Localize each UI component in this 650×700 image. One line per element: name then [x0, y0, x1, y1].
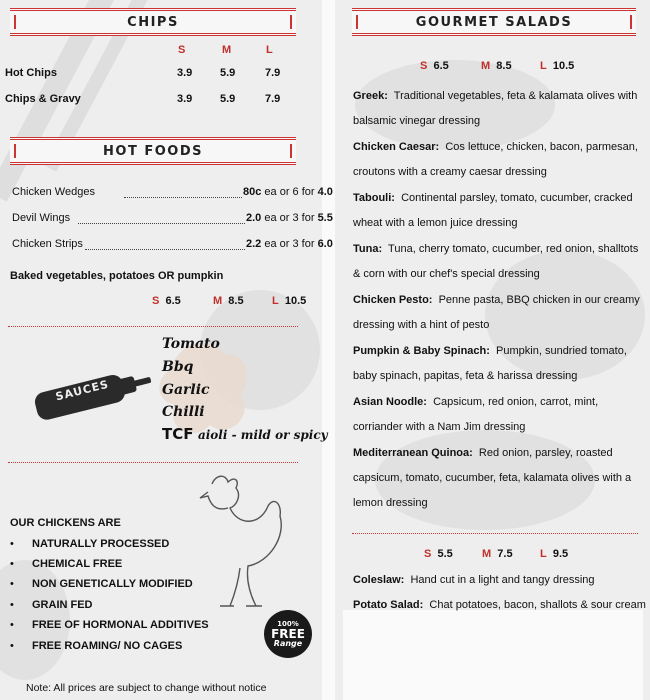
chicken-claim: GRAIN FED: [32, 599, 93, 611]
leader-dots: [85, 249, 245, 250]
free-range-stamp: [264, 610, 312, 658]
salad-price-m: M 8.5: [481, 60, 512, 72]
hot-food-name: Devil Wings: [12, 212, 71, 224]
sauce-item: Garlic: [162, 382, 210, 398]
chips-size-s: S: [178, 44, 186, 56]
baked-price-s: S 6.5: [152, 295, 181, 307]
salad-item: Chicken Caesar: Cos lettuce, chicken, bacon, parmesan, croutons with a creamy caesar dressing: [353, 141, 638, 178]
sauce-item: Bbq: [162, 359, 194, 375]
rooster-icon: [190, 466, 290, 616]
chips-row-price-m: 5.9: [220, 67, 236, 79]
chicken-claim: NON GENETICALLY MODIFIED: [32, 578, 193, 590]
baked-veg-label: Baked vegetables, potatoes OR pumpkin: [10, 270, 224, 282]
leader-dots: [78, 223, 245, 224]
side-item: Coleslaw: Hand cut in a light and tangy dressing: [353, 574, 595, 586]
stamp-bottom-text: Range: [273, 638, 303, 648]
side-price-m: M 7.5: [482, 548, 513, 560]
salad-item: Tuna: Tuna, cherry tomato, cucumber, red onion, shalltots & corn with our chef's special dressing: [353, 243, 639, 280]
hot-food-price-line: 80c ea or 6 for 4.0: [243, 186, 333, 198]
price-note: Note: All prices are subject to change without notice: [26, 682, 267, 694]
chickens-heading: OUR CHICKENS ARE: [10, 517, 121, 529]
chicken-claim: FREE ROAMING/ NO CAGES: [32, 640, 183, 652]
section-divider: [352, 533, 638, 534]
hot-foods-banner: [10, 137, 296, 165]
hot-food-price-line: 2.0 ea or 3 for 5.5: [246, 212, 333, 224]
salad-item: Tabouli: Continental parsley, tomato, cucumber, cracked wheat with a lemon juice dressing: [353, 192, 633, 229]
bullet: •: [10, 578, 14, 590]
chips-row-price-l: 7.9: [265, 93, 281, 105]
chicken-claim: NATURALLY PROCESSED: [32, 538, 170, 550]
bullet: •: [10, 558, 14, 570]
hot-food-name: Chicken Wedges: [12, 186, 95, 198]
sauce-item: Chilli: [162, 404, 205, 420]
chips-size-l: L: [266, 44, 273, 56]
chips-banner: [10, 8, 296, 36]
side-price-s: S 5.5: [424, 548, 453, 560]
side-price-l: L 9.5: [540, 548, 569, 560]
leader-dots: [124, 197, 242, 198]
bullet: •: [10, 538, 14, 550]
chips-row-price-s: 3.9: [177, 93, 193, 105]
sauce-bottle-label: SAUCES: [54, 377, 111, 404]
chips-row-price-s: 3.9: [177, 67, 193, 79]
chicken-claim: CHEMICAL FREE: [32, 558, 123, 570]
salad-item: Greek: Traditional vegetables, feta & kalamata olives with balsamic vinegar dressing: [353, 90, 638, 127]
sauce-item-tcf: TCF aioli - mild or spicy: [162, 425, 328, 443]
column-gap: [322, 0, 335, 700]
stamp-mid-text: FREE: [271, 626, 305, 641]
chips-row-name: Chips & Gravy: [5, 93, 81, 105]
salad-item: Asian Noodle: Capsicum, red onion, carrot, mint, corriander with a Nam Jim dressing: [353, 396, 599, 433]
gourmet-salads-banner: [352, 8, 636, 36]
baked-price-l: L 10.5: [272, 295, 307, 307]
chips-row-price-l: 7.9: [265, 67, 281, 79]
salad-price-l: L 10.5: [540, 60, 575, 72]
bullet: •: [10, 640, 14, 652]
chips-size-m: M: [222, 44, 232, 56]
hot-food-name: Chicken Strips: [12, 238, 83, 250]
baked-price-m: M 8.5: [213, 295, 244, 307]
hot-food-price-line: 2.2 ea or 3 for 6.0: [246, 238, 333, 250]
section-divider: [8, 326, 298, 327]
bullet: •: [10, 619, 14, 631]
hot-foods-title: HOT FOODS: [103, 143, 203, 159]
salad-item: Mediterranean Quinoa: Red onion, parsley, roasted capsicum, tomato, cucumber, feta, kalamata olives with a lemon dressing: [353, 447, 632, 509]
stamp-top-text: 100%: [277, 619, 299, 628]
chips-row-price-m: 5.9: [220, 93, 236, 105]
chips-title: CHIPS: [127, 14, 179, 30]
chicken-claim: FREE OF HORMONAL ADDITIVES: [32, 619, 209, 631]
gourmet-salads-title: GOURMET SALADS: [415, 14, 573, 30]
section-divider: [8, 462, 298, 463]
blank-panel: [343, 610, 643, 700]
sauce-item: Tomato: [162, 336, 220, 352]
bullet: •: [10, 599, 14, 611]
chips-row-name: Hot Chips: [5, 67, 57, 79]
salad-item: Pumpkin & Baby Spinach: Pumpkin, sundried tomato, baby spinach, papitas, feta & harissa dressing: [353, 345, 627, 382]
salad-item: Chicken Pesto: Penne pasta, BBQ chicken in our creamy dressing with a hint of pesto: [353, 294, 640, 331]
side-item: Potato Salad: Chat potatoes, bacon, shallots & sour cream: [353, 599, 646, 611]
salad-price-s: S 6.5: [420, 60, 449, 72]
